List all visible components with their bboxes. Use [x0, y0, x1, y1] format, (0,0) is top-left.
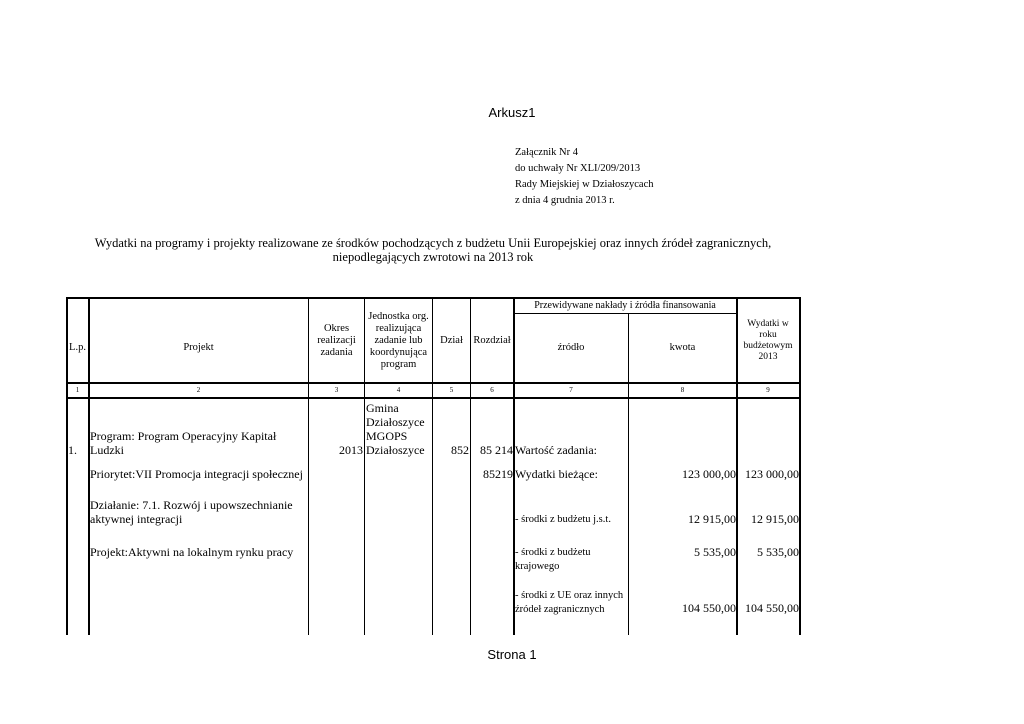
column-number: 1: [75, 386, 80, 394]
kwota-value: 5 535,00: [694, 545, 736, 559]
header-projekt: Projekt: [183, 342, 214, 353]
header-okres: Okres realizacji zadania: [317, 323, 356, 358]
wydatki-value: 12 915,00: [751, 512, 799, 526]
dzialanie-label: Działanie: 7.1. Rozwój i upowszechnianie aktywnej integracji: [90, 498, 293, 526]
annex-block: [515, 145, 654, 209]
jednostka-value: Gmina Działoszyce MGOPS Działoszyce: [366, 401, 425, 457]
column-number: 8: [680, 386, 685, 394]
projekt-label: Projekt:Aktywni na lokalnym rynku pracy: [90, 545, 294, 559]
annex-line: Rady Miejskiej w Działoszycach: [515, 179, 654, 190]
wydatki-biezace-label: Wydatki bieżące:: [515, 467, 598, 481]
column-number: 2: [196, 386, 201, 394]
header-lp: L.p.: [69, 342, 86, 353]
kwota-value: 104 550,00: [682, 601, 736, 615]
rozdzial-value: 85 214: [480, 443, 513, 457]
column-number: 4: [396, 386, 401, 394]
annex-line: Załącznik Nr 4: [515, 147, 578, 158]
wartosc-label: Wartość zadania:: [515, 443, 597, 457]
header-dzial: Dział: [440, 335, 463, 346]
annex-line: do uchwały Nr XLI/209/2013: [515, 163, 641, 174]
column-number: 5: [449, 386, 454, 394]
page-footer: Strona 1: [487, 647, 537, 662]
source-label: - środki z budżetu krajowego: [515, 547, 591, 572]
title-line: niepodlegających zwrotowi na 2013 rok: [332, 250, 534, 264]
priorytet-label: Priorytet:VII Promocja integracji społecznej: [90, 467, 303, 481]
header-jednostka: Jednostka org. realizująca zadanie lub koordynująca program: [368, 311, 429, 370]
column-number: 9: [766, 386, 770, 394]
kwota-value: 123 000,00: [682, 467, 736, 481]
grid-line: [66, 382, 801, 384]
header-wydatki: Wydatki w roku budżetowym 2013: [743, 319, 793, 362]
column-number: 7: [569, 386, 573, 394]
grid-line: [66, 397, 801, 399]
column-number: 6: [490, 386, 494, 394]
column-number: 3: [334, 386, 339, 394]
rozdzial-value-2: 85219: [483, 467, 513, 481]
okres-value: 2013: [339, 443, 363, 457]
document-title: [60, 236, 806, 264]
wydatki-value: 5 535,00: [757, 545, 799, 559]
dzial-value: 852: [451, 443, 469, 457]
annex-line: z dnia 4 grudnia 2013 r.: [515, 195, 615, 206]
header-group: Przewidywane nakłady i źródła finansowania: [534, 299, 716, 311]
source-label: - środki z UE oraz innych źródeł zagranicznych: [515, 590, 624, 615]
header-zrodlo: źródło: [557, 342, 585, 353]
row-lp: 1.: [68, 443, 77, 457]
header-kwota: kwota: [669, 342, 696, 353]
sheet-title: Arkusz1: [488, 105, 536, 120]
title-line: Wydatki na programy i projekty realizowane ze środków pochodzących z budżetu Unii Europejskiej oraz innych źródeł zagranicznych,: [94, 236, 772, 250]
wydatki-value: 123 000,00: [745, 467, 799, 481]
program-label: Program: Program Operacyjny Kapitał Ludzki: [90, 429, 277, 457]
kwota-value: 12 915,00: [688, 512, 736, 526]
grid-line: [799, 298, 801, 635]
header-rozdzial: Rozdział: [473, 335, 511, 346]
source-label: - środki z budżetu j.s.t.: [515, 514, 611, 525]
wydatki-value: 104 550,00: [745, 601, 799, 615]
